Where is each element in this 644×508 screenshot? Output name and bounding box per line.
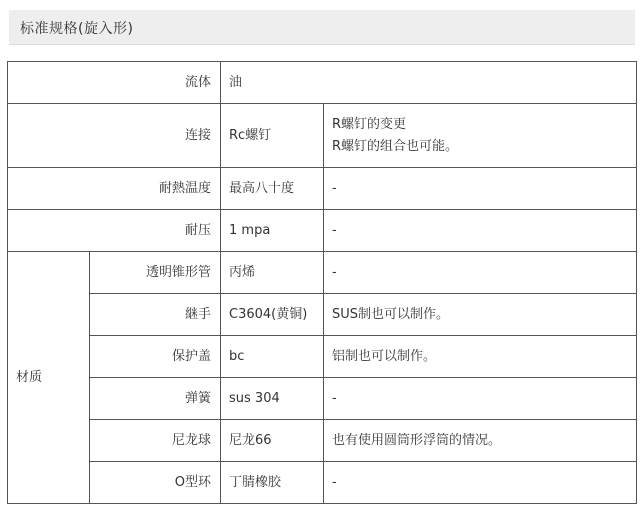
material-value: 丁腈橡胶 [221, 462, 324, 504]
material-note: 也有使用圆筒形浮筒的情况。 [324, 420, 637, 462]
table-row [8, 168, 637, 210]
material-value: 丙烯 [221, 252, 324, 294]
material-note: 铝制也可以制作。 [324, 336, 637, 378]
material-value: 尼龙66 [221, 420, 324, 462]
table-row [8, 252, 637, 294]
section-header [9, 10, 635, 45]
table-row [8, 210, 637, 252]
table-row [8, 104, 637, 168]
row-note-temperature: - [324, 168, 637, 210]
table-row [8, 378, 637, 420]
material-note: SUS制也可以制作。 [324, 294, 637, 336]
material-label: O型环 [90, 462, 221, 504]
row-label-connection: 连接 [8, 104, 221, 168]
table-row [8, 62, 637, 104]
row-label-fluid: 流体 [8, 62, 221, 104]
material-value: sus 304 [221, 378, 324, 420]
material-value: C3604(黄铜) [221, 294, 324, 336]
material-label: 透明锥形管 [90, 252, 221, 294]
material-note: - [324, 378, 637, 420]
note-line: R螺钉的变更 [332, 116, 407, 132]
material-note: - [324, 462, 637, 504]
row-label-pressure: 耐压 [8, 210, 221, 252]
table-row [8, 336, 637, 378]
row-value-fluid: 油 [221, 62, 637, 104]
spec-table [7, 61, 637, 504]
table-row [8, 420, 637, 462]
material-label: 弹簧 [90, 378, 221, 420]
row-note-connection [324, 104, 637, 168]
row-value-connection: Rc螺钉 [221, 104, 324, 168]
row-label-temperature: 耐熱温度 [8, 168, 221, 210]
material-label: 保护盖 [90, 336, 221, 378]
row-value-pressure: 1 mpa [221, 210, 324, 252]
material-label: 継手 [90, 294, 221, 336]
section-title: 标准规格(旋入形) [20, 21, 134, 37]
row-value-temperature: 最高八十度 [221, 168, 324, 210]
material-value: bc [221, 336, 324, 378]
material-group-label: 材质 [8, 252, 90, 504]
table-row [8, 462, 637, 504]
note-line: R螺钉的组合也可能。 [332, 138, 459, 154]
row-note-pressure: - [324, 210, 637, 252]
material-note: - [324, 252, 637, 294]
material-label: 尼龙球 [90, 420, 221, 462]
table-row [8, 294, 637, 336]
